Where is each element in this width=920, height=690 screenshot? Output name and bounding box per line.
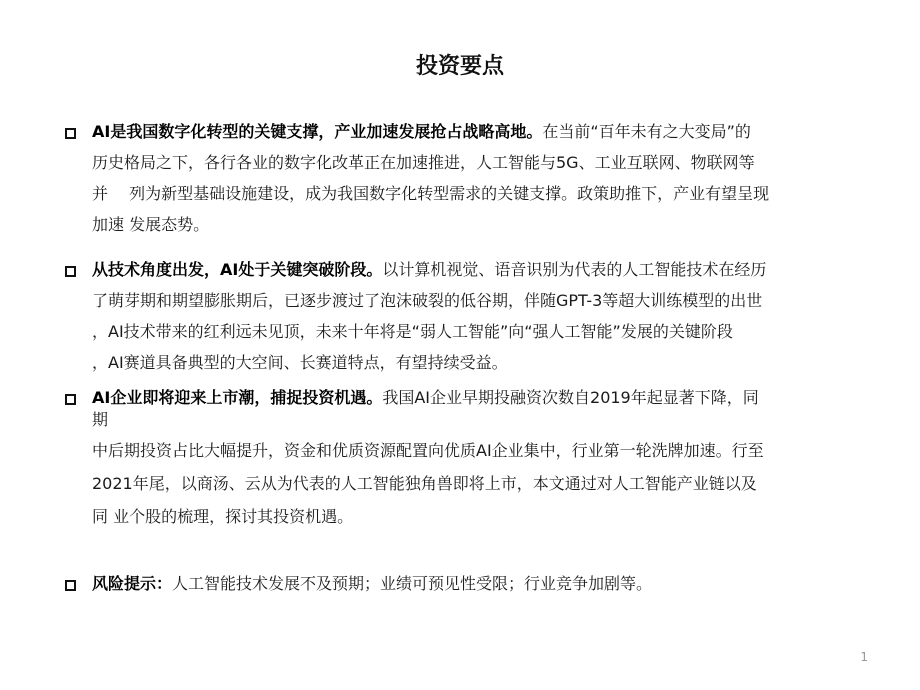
checkbox-icon bbox=[65, 394, 76, 405]
bullet-line: 从技术角度出发，AI处于关键突破阶段。以计算机视觉、语音识别为代表的人工智能技术在经历 bbox=[92, 260, 767, 279]
bullet-line: 历史格局之下，各行各业的数字化改革正在加速推进，人工智能与5G、工业互联网、物联网等 bbox=[92, 153, 755, 172]
bullet-line: AI是我国数字化转型的关键支撑，产业加速发展抢占战略高地。在当前“百年未有之大变局”的 bbox=[92, 122, 751, 141]
checkbox-icon bbox=[65, 128, 76, 139]
bullet-line: 了萌芽期和期望膨胀期后，已逐步渡过了泡沫破裂的低谷期，伴随GPT-3等超大训练模型的出世 bbox=[92, 291, 763, 310]
bullet-line: 2021年尾，以商汤、云从为代表的人工智能独角兽即将上市，本文通过对人工智能产业链以及 bbox=[92, 474, 757, 493]
page-number: 1 bbox=[860, 650, 868, 664]
bullet-line: ，AI赛道具备典型的大空间、长赛道特点，有望持续受益。 bbox=[92, 353, 508, 372]
page-title: 投资要点 bbox=[415, 54, 504, 79]
bullet-line: 同 业个股的梳理，探讨其投资机遇。 bbox=[92, 507, 354, 526]
checkbox-icon bbox=[65, 266, 76, 277]
bullet-line: 风险提示：人工智能技术发展不及预期；业绩可预见性受限；行业竞争加剧等。 bbox=[92, 574, 653, 593]
bullet-lead: 风险提示： bbox=[92, 574, 173, 593]
bullet-line: 加速 发展态势。 bbox=[92, 215, 210, 234]
checkbox-icon bbox=[65, 580, 76, 591]
bullet-lead: AI是我国数字化转型的关键支撑，产业加速发展抢占战略高地。 bbox=[92, 122, 543, 141]
bullet-lead: 从技术角度出发，AI处于关键突破阶段。 bbox=[92, 260, 383, 279]
bullet-line: 中后期投资占比大幅提升，资金和优质资源配置向优质AI企业集中，行业第一轮洗牌加速。行至 bbox=[92, 441, 764, 460]
bullet-line: 期 bbox=[92, 410, 109, 429]
bullet-lead: AI企业即将迎来上市潮，捕捉投资机遇。 bbox=[92, 388, 383, 407]
bullet-line: 并 列为新型基础设施建设，成为我国数字化转型需求的关键支撑。政策助推下，产业有望呈现 bbox=[92, 184, 770, 203]
bullet-line: ，AI技术带来的红利远未见顶，未来十年将是“弱人工智能”向“强人工智能”发展的关键阶段 bbox=[92, 322, 733, 341]
bullet-line: AI企业即将迎来上市潮，捕捉投资机遇。我国AI企业早期投融资次数自2019年起显著下降，同 bbox=[92, 388, 759, 407]
